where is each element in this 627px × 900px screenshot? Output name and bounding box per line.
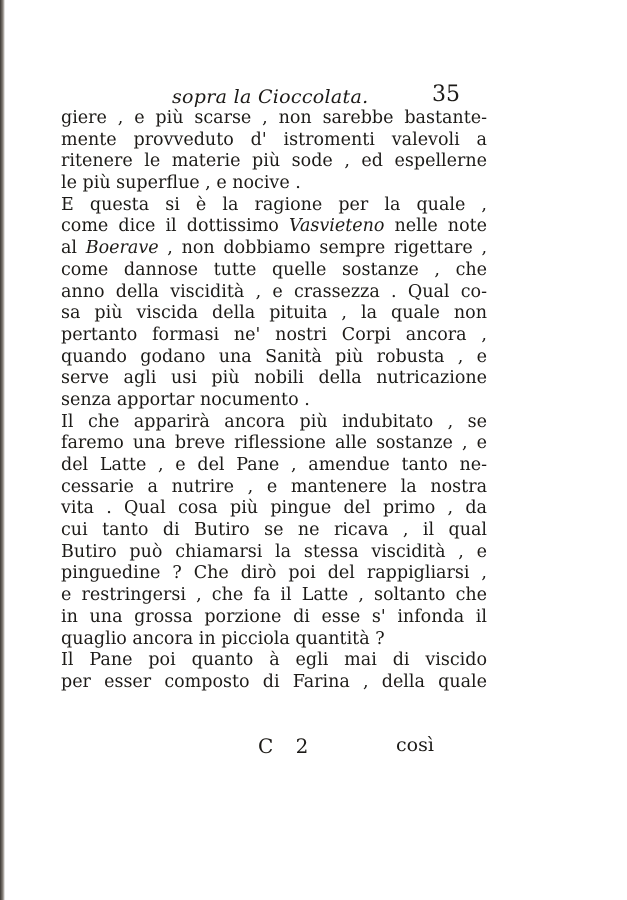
text-line: ritenere le materie più sode , ed espellerne — [61, 151, 487, 172]
text-line: come dannose tutte quelle sostanze , che — [61, 259, 487, 280]
catchword: così — [396, 734, 434, 756]
text-line: pinguedine ? Che dirò poi del rappigliarsi , — [61, 563, 487, 584]
page-footer — [60, 734, 490, 758]
text-line: Butiro può chiamarsi la stessa viscidità , e — [61, 541, 487, 562]
text-line: giere , e più scarse , non sarebbe bastante- — [61, 108, 487, 128]
text-line: quando godano una Sanità più robusta , e — [61, 346, 487, 367]
text-line: E questa si è la ragione per la quale , — [61, 194, 487, 215]
text-line: cessarie a nutrire , e mantenere la nostra — [61, 476, 487, 497]
text-line: per esser composto di Farina , della quale — [61, 671, 487, 692]
signature-mark: C 2 — [258, 734, 317, 758]
text-line: le più superflue , e nocive . — [61, 173, 301, 194]
running-head: sopra la Cioccolata. — [172, 86, 369, 108]
text-line: al Boerave , non dobbiamo sempre rigettare , — [61, 238, 488, 259]
body-text — [61, 108, 487, 694]
page-number: 35 — [432, 82, 460, 107]
page-binding-edge — [0, 0, 5, 900]
text-line: come dice il dottissimo Vasvieteno nelle note — [61, 216, 487, 237]
text-line: in una grossa porzione di esse s' infonda il — [61, 606, 487, 627]
page-header — [60, 80, 490, 110]
text-line: mente provveduto d' istromenti valevoli a — [61, 129, 487, 150]
text-line: cui tanto di Butiro se ne ricava , il qual — [61, 520, 487, 541]
text-line: senza apportar nocumento . — [61, 389, 310, 410]
text-line: pertanto formasi ne' nostri Corpi ancora , — [61, 324, 487, 345]
text-line: e restringersi , che fa il Latte , soltanto che — [61, 585, 487, 606]
text-line: serve agli usi più nobili della nutricazione — [61, 368, 487, 389]
text-line: Il Pane poi quanto à egli mai di viscido — [61, 650, 487, 671]
text-line: faremo una breve riflessione alle sostanze , e — [61, 433, 487, 454]
text-line: sa più viscida della pituita , la quale non — [61, 303, 487, 324]
text-line: vita . Qual cosa più pingue del primo , da — [61, 498, 487, 519]
text-line: Il che apparirà ancora più indubitato , se — [61, 411, 487, 432]
text-line: anno della viscidità , e crassezza . Qual co- — [61, 281, 487, 302]
text-line: del Latte , e del Pane , amendue tanto ne- — [61, 455, 487, 475]
text-line: quaglio ancora in picciola quantità ? — [61, 628, 385, 649]
